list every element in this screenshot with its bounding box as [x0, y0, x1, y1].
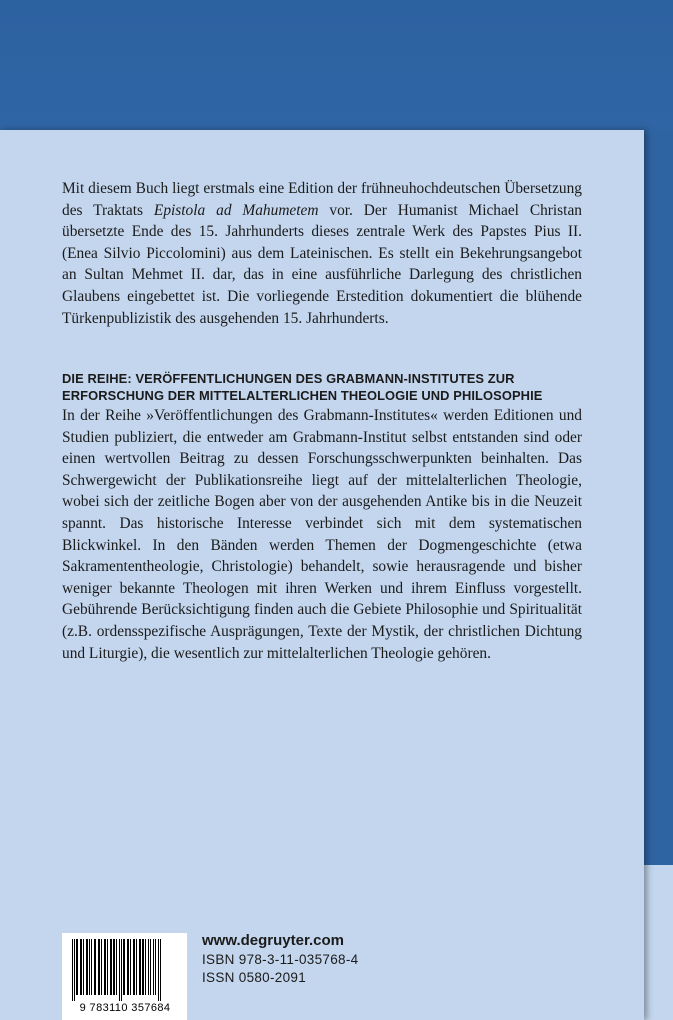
barcode-bar [139, 939, 141, 995]
barcode-bar [123, 939, 125, 995]
book-blurb [62, 178, 582, 329]
barcode-bar [119, 939, 120, 1001]
barcode-bar [155, 939, 156, 995]
blurb-title-italic: Epistola ad Mahumetem [153, 201, 319, 219]
barcode-bar [145, 939, 146, 995]
barcode-bar [74, 939, 75, 1001]
barcode-bars [70, 939, 180, 1001]
barcode-bar [116, 939, 117, 995]
barcode-bar [101, 939, 102, 995]
barcode-bar [110, 939, 112, 995]
barcode-bar [121, 939, 122, 1001]
issn: ISSN 0580-2091 [202, 970, 307, 985]
barcode-bar [89, 939, 90, 995]
cover-bottom-right [644, 865, 673, 1020]
barcode-bar [160, 939, 161, 1001]
barcode-digits: 9 783110 357684 [79, 1002, 171, 1014]
barcode-bar [127, 939, 129, 995]
barcode-bar [130, 939, 131, 995]
barcode-bar [133, 939, 135, 995]
cover-right-band [644, 130, 673, 865]
barcode-bar [86, 939, 88, 995]
blurb-text-start: Mit diesem Buch liegt erstmals eine Edition der frühneuhochdeutschen Übersetzung des Traktats [62, 180, 582, 219]
blurb-paragraph [62, 178, 582, 329]
barcode-bar [148, 939, 149, 995]
publisher-info [202, 931, 358, 987]
barcode-bar [80, 939, 82, 995]
barcode-bar [158, 939, 159, 1001]
barcode-bar [104, 939, 106, 995]
publisher-url[interactable]: www.degruyter.com [202, 932, 344, 949]
barcode-bar [153, 939, 154, 995]
barcode-bar [113, 939, 115, 995]
barcode-bar [150, 939, 151, 995]
barcode-bar [142, 939, 144, 995]
barcode-bar [83, 939, 84, 995]
series-heading: DIE REIHE: VERÖFFENTLICHUNGEN DES GRABMANN-INSTITUTES ZUR ERFORSCHUNG DER MITTELALTERLICHEN THEOLOGIE UND PHILOSOPHIE [62, 371, 543, 403]
barcode-bar [98, 939, 100, 995]
barcode-bar [72, 939, 73, 1001]
barcode-bar [107, 939, 108, 995]
barcode-bar [136, 939, 137, 995]
cover-top-band [0, 0, 673, 130]
barcode-bar [91, 939, 92, 995]
blurb-text-end: vor. Der Humanist Michael Christan übersetzte Ende des 15. Jahrhunderts dieses zentrale Werk des Papstes Pius II. (Enea Silvio Piccolomini) aus dem Lateinischen. Es stellt ein Bekehrungsangebot an Sultan Mehmet II. dar, das in eine ausführliche Darlegung des christlichen Glaubens eingebettet ist. Die vorliegende Erstedition dokumentiert die blühende Türkenpublizistik des ausgehenden 15. Jahrhunderts. [62, 201, 582, 327]
barcode-bar [94, 939, 96, 995]
barcode [62, 933, 187, 1020]
barcode-bar [76, 939, 78, 995]
series-description: In der Reihe »Veröffentlichungen des Grabmann-Institutes« werden Editionen und Studien publiziert, die entweder am Grabmann-Institut selbst entstanden sind oder einen wertvollen Beitrag zu dessen Forschungsschwerpunkten beinhalten. Das Schwergewicht der Publikationsreihe liegt auf der mittelalterlichen Theologie, wobei sich der zeitliche Bogen aber von der ausgehenden Antike bis in die Neuzeit spannt. Das historische Interesse verbindet sich mit dem systematischen Blickwinkel. In den Bänden werden Themen der Dogmengeschichte (etwa Sakramententheologie, Christologie) behandelt, sowie herausragende und bisher weniger bekannte Theologen mit ihren Werken und ihrem Einfluss vorgestellt. Gebührende Berücksichtigung finden auch die Gebiete Philosophie und Spiritualität (z.B. ordensspezifische Ausprägungen, Texte der Mystik, der christlichen Dichtung und Liturgie), die wesentlich zur mittelalterlichen Theologie gehören. [62, 407, 582, 662]
isbn: ISBN 978-3-11-035768-4 [202, 952, 359, 967]
